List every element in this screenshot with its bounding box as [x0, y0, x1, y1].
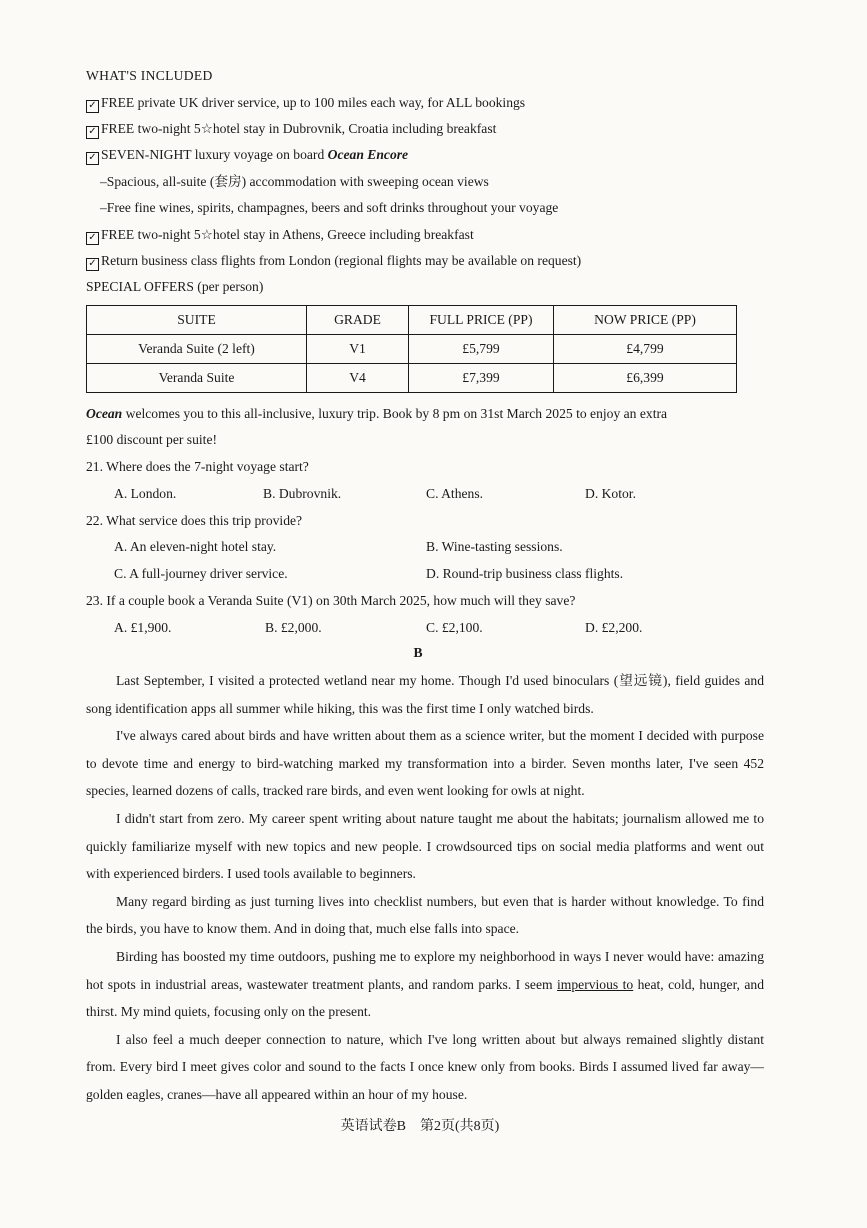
column-header: FULL PRICE (PP): [409, 306, 554, 335]
answer-option: B. Wine-tasting sessions.: [426, 539, 563, 554]
offer-note-line2: £100 discount per suite!: [86, 432, 218, 447]
passage-paragraph: Last September, I visited a protected wetland near my home. Though I'd used binoculars (望远镜), field guides and song identification apps all summer while hiking, this was the first time I only watched birds.: [86, 673, 764, 716]
answer-option: B. Dubrovnik.: [263, 486, 342, 501]
answer-option: B. £2,000.: [265, 620, 322, 635]
table-cell: £4,799: [554, 335, 737, 364]
question-stem: 21. Where does the 7-night voyage start?: [86, 459, 309, 474]
table-header-row: [87, 306, 737, 335]
table-cell: Veranda Suite (2 left): [87, 335, 307, 364]
question-stem: 23. If a couple book a Veranda Suite (V1) on 30th March 2025, how much will they save?: [86, 593, 576, 608]
page-footer: 英语试卷B 第2页(共8页): [340, 1119, 500, 1134]
answer-option: A. London.: [114, 486, 177, 501]
table-cell: V4: [307, 364, 409, 393]
included-item: ✓ FREE two-night 5☆hotel stay in Dubrovnik, Croatia including breakfast: [86, 120, 496, 138]
column-header: GRADE: [307, 306, 409, 335]
passage-paragraph: I didn't start from zero. My career spent writing about nature taught me about the habitats; journalism allowed me to quickly familiarize myself with new topics and new people. I crowdsourced tips on social media platforms and went out with experienced birders. I used tools available to beginners.: [86, 810, 764, 882]
section-label: B: [413, 645, 423, 660]
included-subitem: –Free fine wines, spirits, champagnes, beers and soft drinks throughout your voyage: [100, 200, 559, 215]
checkbox-icon: ✓: [86, 258, 99, 271]
included-item: ✓ Return business class flights from London (regional flights may be available on request): [86, 252, 581, 270]
answer-option: C. £2,100.: [426, 620, 483, 635]
passage-paragraph: Many regard birding as just turning lives into checklist numbers, but even that is harder without knowledge. To find the birds, you have to know them. And in doing that, much else falls into space.: [86, 893, 764, 937]
checkbox-icon: ✓: [86, 232, 99, 245]
included-item: ✓ SEVEN-NIGHT luxury voyage on board Ocean Encore: [86, 146, 408, 164]
passage-paragraph: Birding has boosted my time outdoors, pushing me to explore my neighborhood in ways I never would have: amazing hot spots in industrial areas, wastewater treatment plants, and random parks. I seem impervious to heat, cold, hunger, and thirst. My mind quiets, focusing only on the present.: [86, 948, 765, 1020]
checkbox-icon: ✓: [86, 126, 99, 139]
table-cell: £6,399: [554, 364, 737, 393]
passage-paragraph: I've always cared about birds and have written about them as a science writer, but the moment I decided with purpose to devote time and energy to bird-watching marked my transformation into a birder. Seven months later, I've seen 452 species, learned dozens of calls, tracked rare birds, and even went looking for owls at night.: [86, 728, 764, 799]
table-cell: Veranda Suite: [87, 364, 307, 393]
included-item: ✓ FREE two-night 5☆hotel stay in Athens, Greece including breakfast: [86, 226, 474, 244]
checkbox-icon: ✓: [86, 152, 99, 165]
table-cell: £7,399: [409, 364, 554, 393]
answer-option: C. Athens.: [426, 486, 484, 501]
answer-option: A. £1,900.: [114, 620, 172, 635]
brand-name: Ocean: [86, 406, 123, 421]
included-item: ✓ FREE private UK driver service, up to 100 miles each way, for ALL bookings: [86, 94, 525, 112]
column-header: NOW PRICE (PP): [554, 306, 737, 335]
offers-table: [86, 305, 737, 393]
passage: [86, 667, 764, 1109]
offer-note: Ocean welcomes you to this all-inclusive, luxury trip. Book by 8 pm on 31st March 2025 to enjoy an extra: [86, 406, 668, 421]
passage-paragraph: I also feel a much deeper connection to nature, which I've long written about but always remained slightly distant from. Every bird I meet gives color and sound to the facts I once knew only from books. Birds I assumed lived far away—golden eagles, cranes—have all appeared within an hour of my house.: [86, 1031, 764, 1102]
table-cell: V1: [307, 335, 409, 364]
column-header: SUITE: [87, 306, 307, 335]
answer-option: C. A full-journey driver service.: [114, 566, 288, 581]
included-heading: WHAT'S INCLUDED: [86, 68, 213, 83]
answer-option: D. £2,200.: [585, 620, 643, 635]
offers-heading: SPECIAL OFFERS (per person): [86, 279, 264, 294]
checkbox-icon: ✓: [86, 100, 99, 113]
answer-option: D. Round-trip business class flights.: [426, 566, 624, 581]
table-row: [87, 364, 737, 393]
answer-option: D. Kotor.: [585, 486, 636, 501]
answer-option: A. An eleven-night hotel stay.: [114, 539, 277, 554]
question-stem: 22. What service does this trip provide?: [86, 513, 303, 528]
ship-name: Ocean Encore: [327, 147, 409, 162]
table-row: [87, 335, 737, 364]
included-subitem: –Spacious, all-suite (套房) accommodation with sweeping ocean views: [100, 174, 489, 189]
table-cell: £5,799: [409, 335, 554, 364]
underlined-phrase: impervious to: [557, 976, 634, 992]
